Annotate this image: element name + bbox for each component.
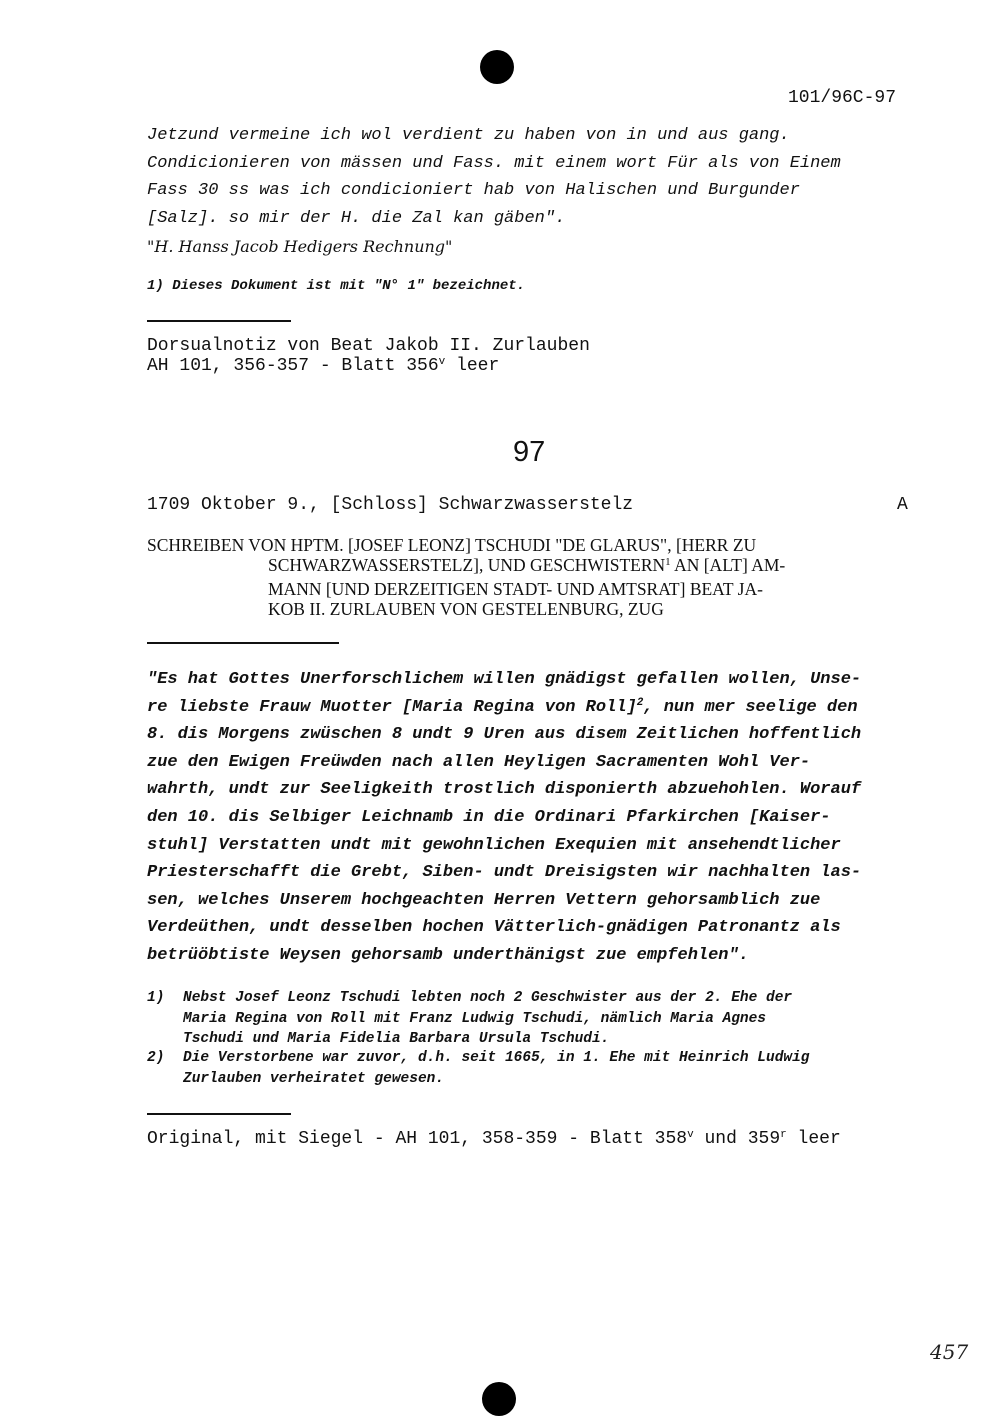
dorsual-line-2-text: AH 101, 356-357 - Blatt 356 (147, 356, 439, 376)
divider-rule (147, 320, 291, 322)
divider-rule (147, 642, 339, 644)
quote-line: sen, welches Unserem hochgeachten Herren Vettern gehorsamblich zue (147, 890, 821, 910)
page-reference-number: 101/96C-97 (788, 88, 897, 108)
heading-line-1: SCHREIBEN VON HPTM. [JOSEF LEONZ] TSCHUDI "DE GLARUS", [HERR ZU (147, 535, 757, 555)
footnote-marker: 1) (147, 990, 165, 1006)
punch-hole-bottom (482, 1382, 516, 1416)
footnote-text: Die Verstorbene war zuvor, d.h. seit 1665, in 1. Ehe mit Heinrich Ludwig (183, 1050, 810, 1066)
document-date-place: 1709 Oktober 9., [Schloss] Schwarzwasserstelz (147, 495, 634, 515)
original-source-line (147, 1129, 841, 1149)
signature-line: "H. Hanss Jacob Hedigers Rechnung" (147, 237, 453, 256)
heading-superscript: 1 (665, 556, 671, 568)
quote-line: stuhl] Verstatten undt mit gewohnlichen Exequien mit ansehendtlicher (147, 835, 841, 855)
continuation-line: Fass 30 ss was ich condicioniert hab von Halischen und Burgunder (147, 181, 800, 201)
quote-line: "Es hat Gottes Unerforschlichem willen gnädigst gefallen wollen, Unse- (147, 670, 862, 689)
quote-line: 8. dis Morgens zwüschen 8 undt 9 Uren aus disem Zeitlichen hoffentlich (147, 725, 862, 745)
quote-line: betrüöbtiste Weysen gehorsamb underthänigst zue empfehlen". (147, 945, 749, 965)
footnote-1-line-3: Tschudi und Maria Fidelia Barbara Ursula Tschudi. (183, 1031, 610, 1047)
heading-line-4: KOB II. ZURLAUBEN VON GESTELENBURG, ZUG (268, 599, 664, 619)
heading-line-2-suffix: AN [ALT] AM- (670, 555, 786, 575)
dorsual-superscript: v (438, 356, 446, 368)
quote-line (147, 698, 861, 726)
letter-quote (147, 670, 861, 974)
heading-line-2-text: SCHWARZWASSERSTELZ], UND GESCHWISTERN (268, 555, 666, 575)
quote-line: Priesterschafft die Grebt, Siben- undt Dreisigsten wir nachhalten las- (147, 863, 862, 883)
footnote-text: Nebst Josef Leonz Tschudi lebten noch 2 Geschwister aus der 2. Ehe der (183, 990, 793, 1006)
quote-line: den 10. dis Selbiger Leichnamb in die Ordinari Pfarkirchen [Kaiser- (147, 807, 831, 827)
footnote-1-line-2: Maria Regina von Roll mit Franz Ludwig Tschudi, nämlich Maria Agnes (183, 1010, 766, 1027)
quote-line: Verdeüthen, undt desselben hochen Vätterlich-gnädigen Patronantz als (147, 918, 841, 938)
quote-line: wahrth, undt zur Seeligkeith trostlich disponierth abzuehohlen. Worauf (147, 780, 862, 800)
original-text: Original, mit Siegel - AH 101, 358-359 - Blatt 358 (147, 1129, 688, 1149)
continuation-line: [Salz]. so mir der H. die Zal kan gäben". (147, 208, 566, 228)
footnote-2-line-1 (147, 1048, 810, 1069)
divider-rule (147, 1113, 291, 1115)
continuation-line: Condicionieren von mässen und Fass. mit einem wort Für als von Einem (147, 153, 841, 173)
continuation-text (147, 122, 841, 232)
dorsual-note (147, 336, 590, 376)
footnote-2-line-2: Zurlauben verheiratet gewesen. (183, 1070, 445, 1087)
footnote-marker: 2) (147, 1050, 165, 1066)
original-text-middle: und 359 (693, 1129, 781, 1149)
quote-line-text: re liebste Frauw Muotter [Maria Regina von Roll] (147, 697, 637, 717)
footnote-1-line-1 (147, 988, 792, 1009)
punch-hole-top (480, 50, 514, 84)
document-heading-continued (268, 555, 785, 620)
quote-line-suffix: , nun mer seelige den (643, 697, 858, 717)
footnote-document-number: 1) Dieses Dokument ist mit "N° 1" bezeichnet. (147, 278, 526, 294)
dorsual-line-2-suffix: leer (445, 356, 500, 376)
footnote-2 (147, 1048, 810, 1089)
original-superscript-2: r (780, 1129, 787, 1141)
quote-superscript: 2 (636, 696, 644, 709)
heading-line-2 (268, 555, 785, 579)
dorsual-line-1: Dorsualnotiz von Beat Jakob II. Zurlauben (147, 336, 590, 356)
handwritten-page-number: 457 (930, 1340, 969, 1364)
continuation-line: Jetzund vermeine ich wol verdient zu haben von in und aus gang. (147, 126, 790, 145)
quote-line: zue den Ewigen Freüwden nach allen Heyligen Sacramenten Wohl Ver- (147, 752, 811, 772)
document-heading (147, 535, 756, 556)
footnote-1 (147, 988, 792, 1050)
document-letter: A (897, 495, 908, 515)
original-superscript-1: v (687, 1129, 694, 1141)
document-number: 97 (513, 436, 546, 468)
heading-line-3: MANN [UND DERZEITIGEN STADT- UND AMTSRAT] BEAT JA- (268, 578, 763, 599)
dorsual-line-2 (147, 356, 590, 376)
original-text-suffix: leer (786, 1129, 841, 1149)
